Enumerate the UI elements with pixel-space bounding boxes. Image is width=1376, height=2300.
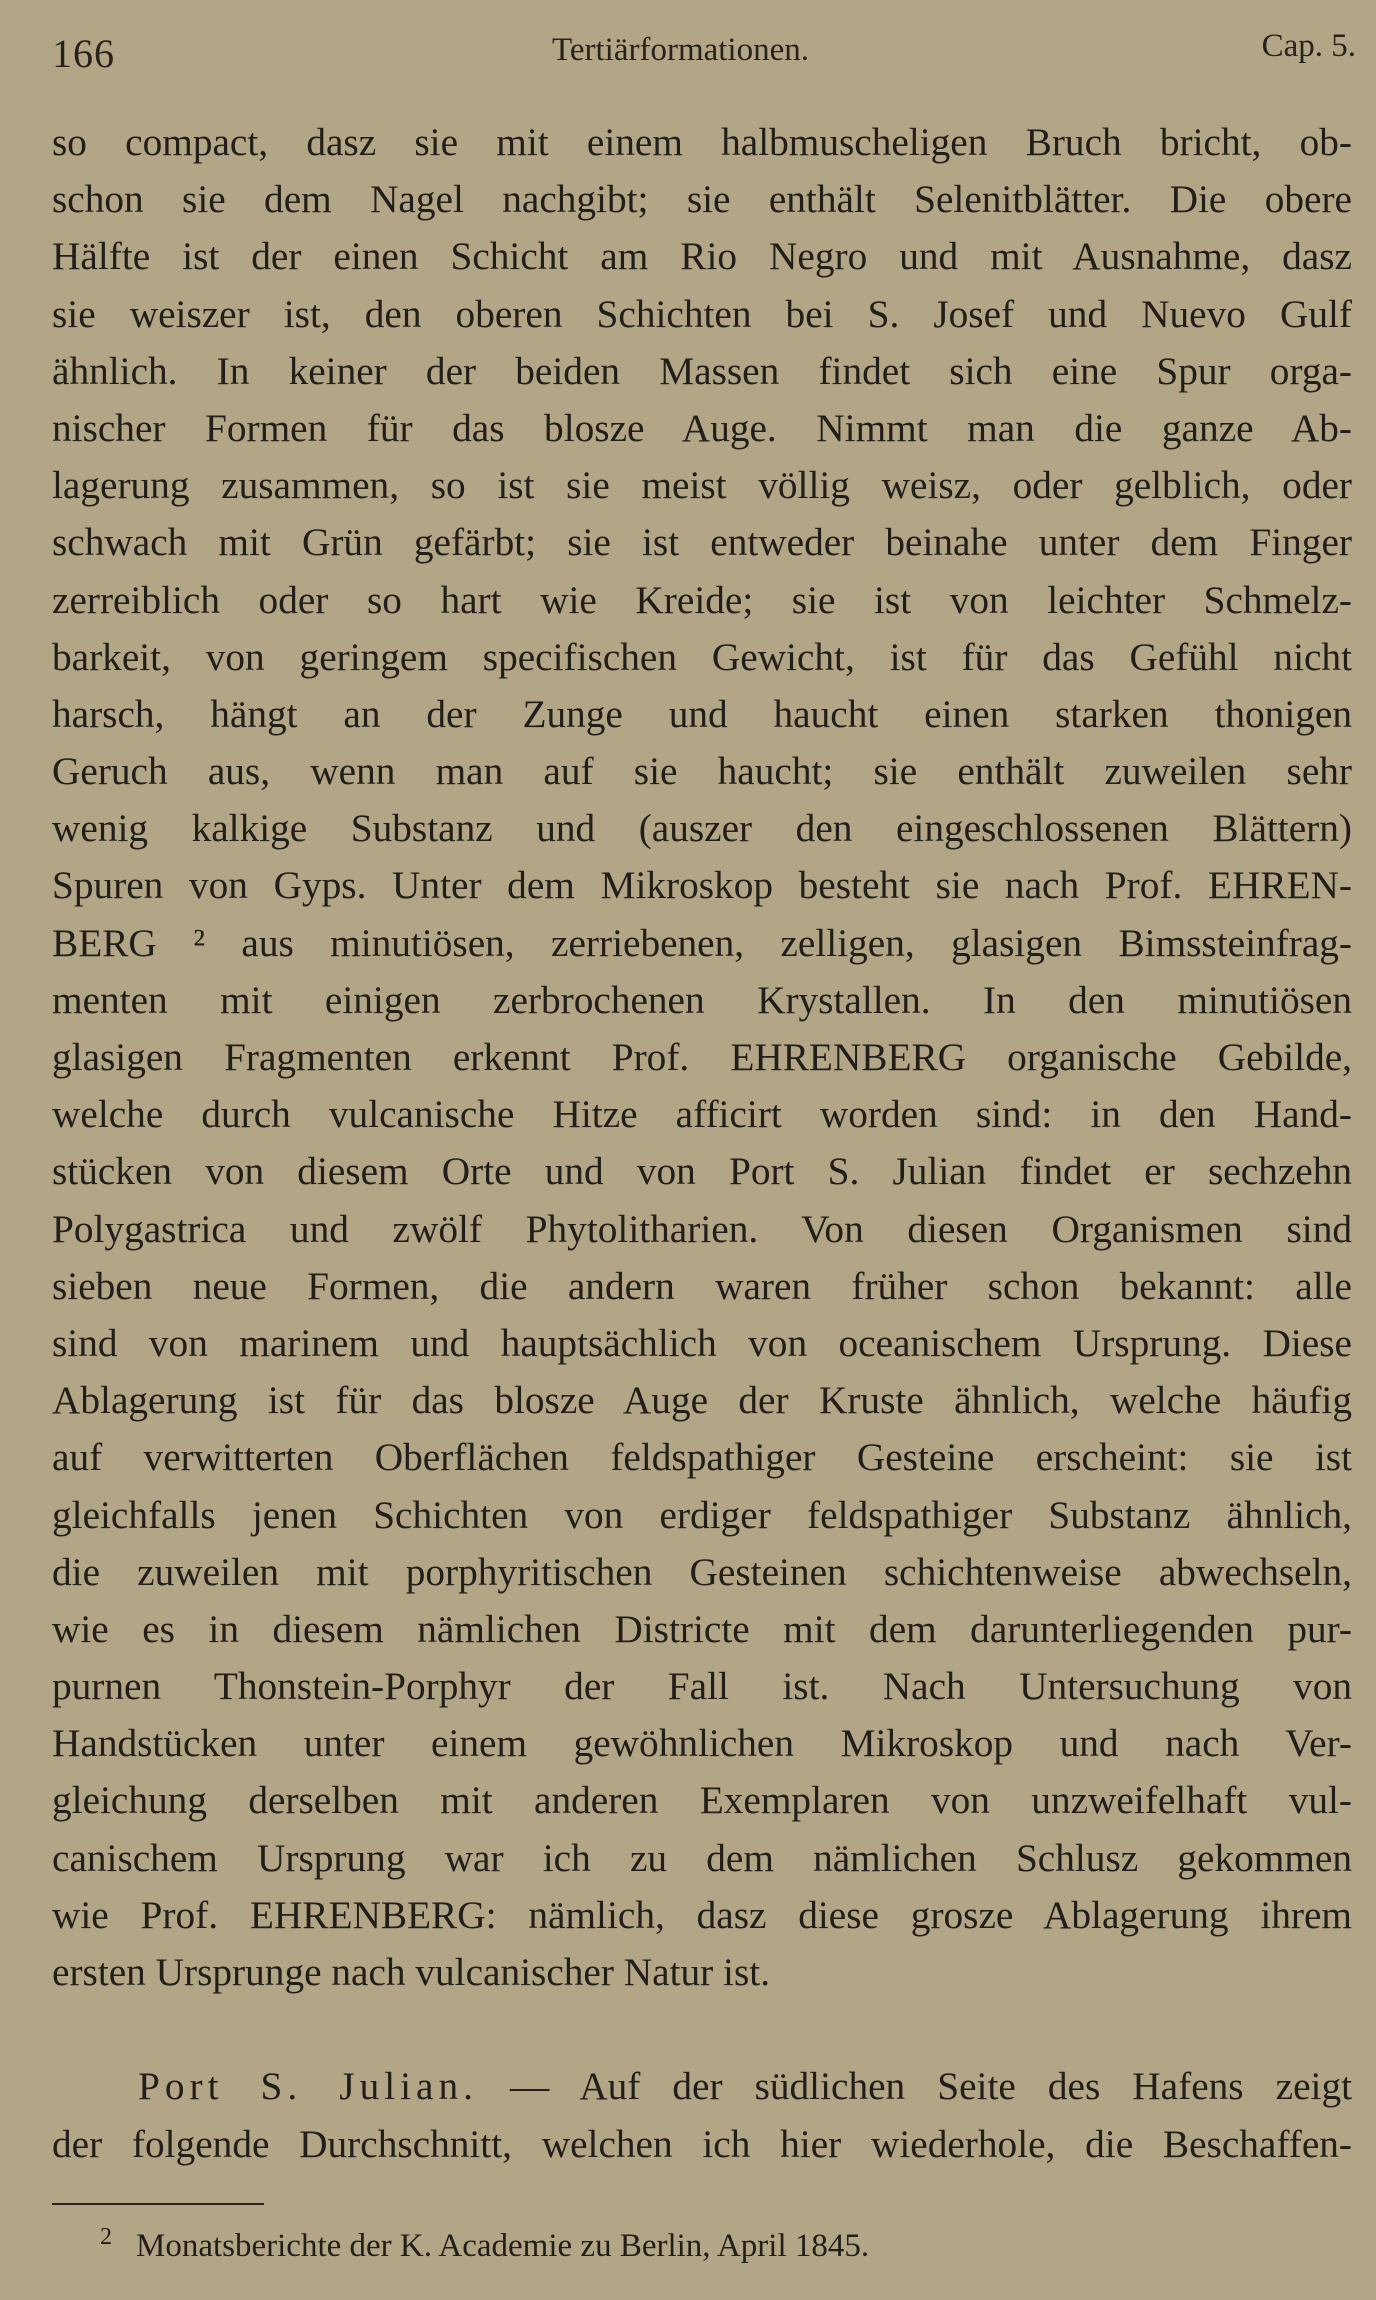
text-line: Ablagerung ist für das blosze Auge der Kruste ähnlich, welche häufig [52,1378,1352,1423]
footnote-text: Monatsberichte der K. Academie zu Berlin, April 1845. [136,2228,870,2264]
page-header [52,26,1356,86]
text-line: nischer Formen für das blosze Auge. Nimmt man die ganze Ab- [52,405,1352,450]
text-line: welche durch vulcanische Hitze afficirt worden sind: in den Hand- [52,1092,1352,1137]
text-line: auf verwitterten Oberflächen feldspathiger Gesteine erscheint: sie ist [52,1435,1352,1480]
text-line: schwach mit Grün gefärbt; sie ist entweder beinahe unter dem Finger [52,520,1352,565]
text-line: harsch, hängt an der Zunge und haucht einen starken thonigen [52,691,1352,736]
footnote [100,2224,870,2265]
text-line: Hälfte ist der einen Schicht am Rio Negro und mit Ausnahme, dasz [52,234,1352,279]
body-text [52,114,1352,2173]
paragraph-2 [52,2058,1352,2172]
running-head: Tertiärformationen. [552,32,809,68]
text-line: stücken von diesem Orte und von Port S. Julian findet er sechzehn [52,1149,1352,1194]
text-line: ersten Ursprunge nach vulcanischer Natur ist. [52,1950,771,1994]
text-line: menten mit einigen zerbrochenen Krystallen. In den minutiösen [52,977,1352,1022]
text-line: so compact, dasz sie mit einem halbmuscheligen Bruch bricht, ob- [52,120,1352,164]
text-line: wenig kalkige Substanz und (auszer den eingeschlossenen Blättern) [52,806,1352,851]
paragraph-2-line-1 [52,2058,1352,2115]
text-line: zerreiblich oder so hart wie Kreide; sie ist von leichter Schmelz- [52,577,1352,622]
text-line: sind von marinem und hauptsächlich von oceanischem Ursprung. Diese [52,1320,1352,1365]
text-line: sieben neue Formen, die andern waren früher schon bekannt: alle [52,1263,1352,1308]
text-line: BERG ² aus minutiösen, zerriebenen, zelligen, glasigen Bimssteinfrag- [52,920,1352,965]
text-line: canischem Ursprung war ich zu dem nämlichen Schlusz gekommen [52,1835,1352,1880]
text-line: Spuren von Gyps. Unter dem Mikroskop besteht sie nach Prof. EHREN- [52,863,1352,908]
text-line: purnen Thonstein-Porphyr der Fall ist. Nach Untersuchung von [52,1664,1352,1709]
text-line: sie weiszer ist, den oberen Schichten bei S. Josef und Nuevo Gulf [52,291,1352,336]
paragraph-2-line-1-rest: — Auf der südlichen Seite des Hafens zeigt [477,2064,1353,2109]
text-line: ähnlich. In keiner der beiden Massen findet sich eine Spur orga- [52,348,1352,393]
text-line: barkeit, von geringem specifischen Gewicht, ist für das Gefühl nicht [52,634,1352,679]
text-line: glasigen Fragmenten erkennt Prof. EHRENBERG organische Gebilde, [52,1035,1352,1079]
paragraph-gap [52,2001,1352,2058]
text-line: Polygastrica und zwölf Phytolitharien. Von diesen Organismen sind [52,1206,1352,1251]
text-line: gleichfalls jenen Schichten von erdiger feldspathiger Substanz ähnlich, [52,1492,1352,1537]
text-line: Geruch aus, wenn man auf sie haucht; sie enthält zuweilen sehr [52,749,1352,794]
text-line: lagerung zusammen, so ist sie meist völlig weisz, oder gelblich, oder [52,463,1352,508]
text-line: Handstücken unter einem gewöhnlichen Mikroskop und nach Ver- [52,1721,1352,1766]
text-line: wie Prof. EHRENBERG: nämlich, dasz diese grosze Ablagerung ihrem [52,1892,1352,1937]
paragraph-1 [52,114,1352,2001]
page-number: 166 [52,31,115,76]
footnote-mark: 2 [100,2224,112,2250]
chapter-label: Cap. 5. [1261,28,1356,64]
text-line: schon sie dem Nagel nachgibt; sie enthält Selenitblätter. Die obere [52,177,1352,222]
text-line: wie es in diesem nämlichen Districte mit dem darunterliegenden pur- [52,1606,1352,1651]
footnote-rule [52,2203,264,2205]
section-heading: Port S. Julian. [138,2064,478,2109]
text-line: die zuweilen mit porphyritischen Gesteinen schichtenweise abwechseln, [52,1549,1352,1594]
text-line: gleichung derselben mit anderen Exemplaren von unzweifelhaft vul- [52,1778,1352,1823]
paragraph-2-line-2: der folgende Durchschnitt, welchen ich hier wiederhole, die Beschaffen- [52,2121,1352,2166]
